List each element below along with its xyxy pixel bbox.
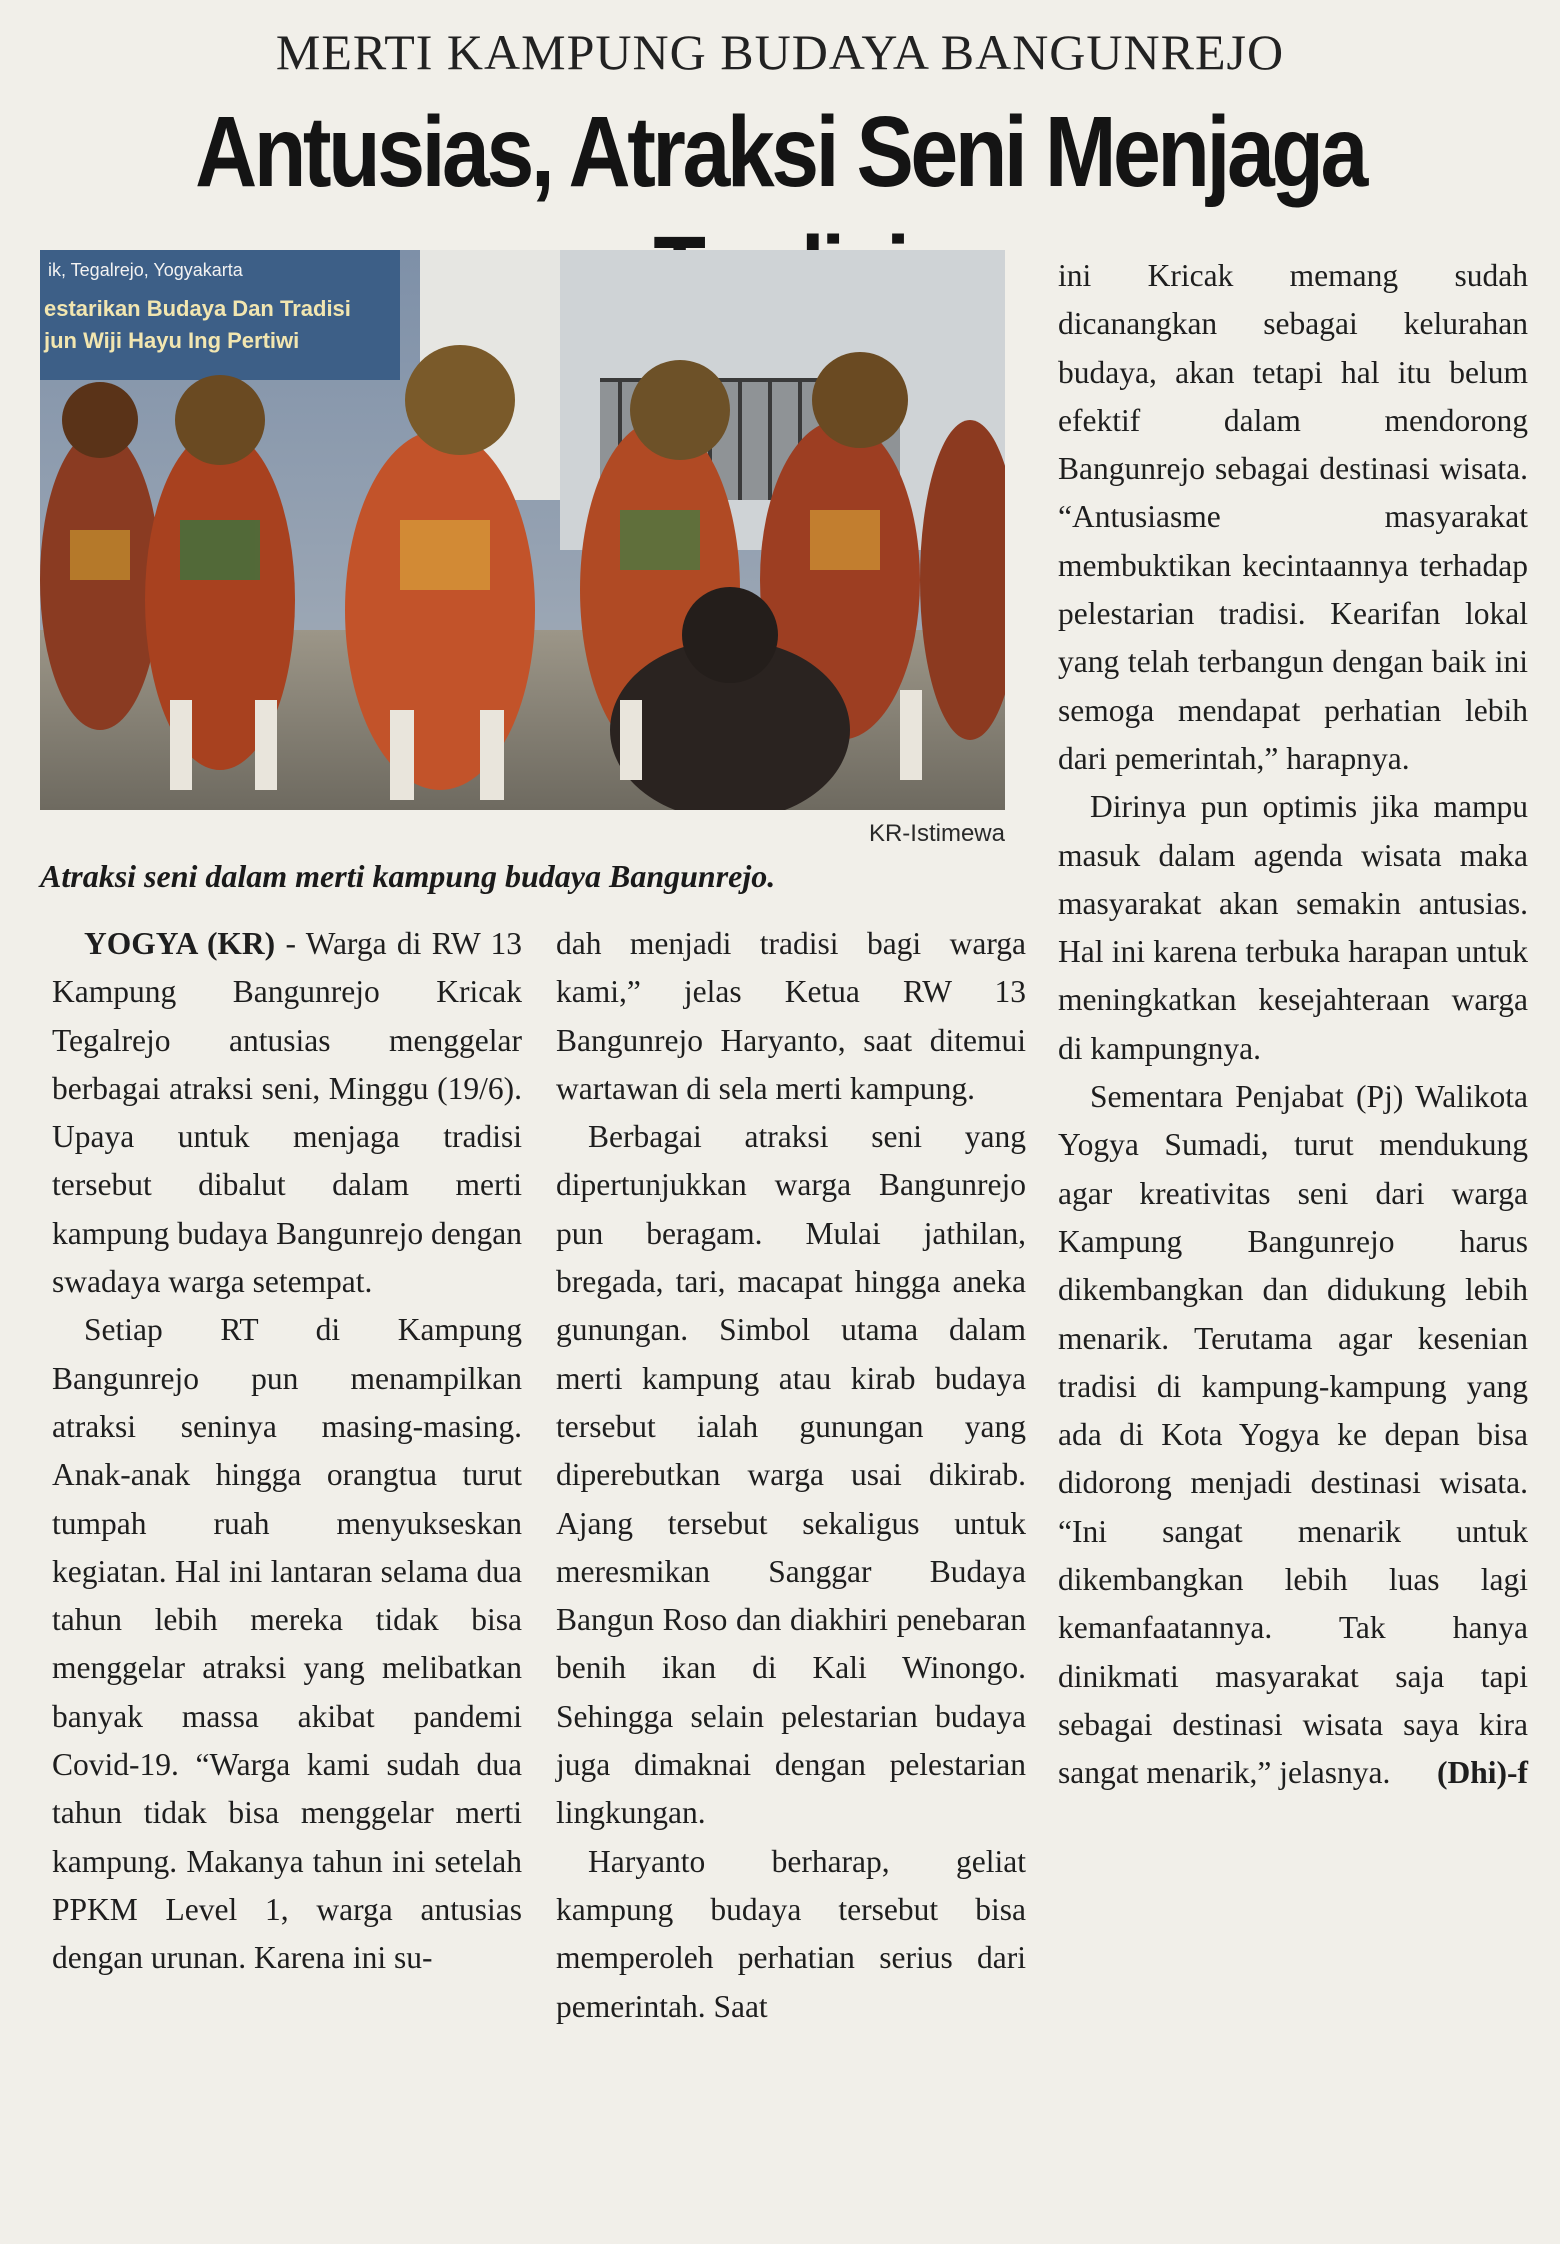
banner-text-line: estarikan Budaya Dan Tradisi [44, 296, 351, 321]
article-column-1 [52, 920, 522, 1983]
paragraph: dah menjadi tradisi bagi warga kami,” jelas Ketua RW 13 Bangunrejo Haryanto, saat ditemui wartawan di sela merti kampung. [556, 926, 1026, 1106]
photo-credit: KR-Istimewa [868, 820, 1005, 847]
article-column-3 [1058, 252, 1528, 1798]
photo-caption: Atraksi seni dalam merti kampung budaya Bangunrejo. [40, 858, 776, 894]
paragraph: Setiap RT di Kampung Bangunrejo pun menampilkan atraksi seninya masing-masing. Anak-anak hingga orangtua turut tumpah ruah menyukseskan kegiatan. Hal ini lantaran selama dua tahun lebih mereka tidak bisa menggelar atraksi yang melibatkan banyak massa akibat pandemi Covid-19. “Warga kami sudah dua tahun tidak bisa menggelar merti kampung. Makanya tahun ini setelah PPKM Level 1, warga antusias dengan urunan. Karena ini su- [52, 1312, 522, 1976]
paragraph: ini Kricak memang sudah dicanangkan sebagai kelurahan budaya, akan tetapi hal itu belum efektif dalam mendorong Bangunrejo sebagai destinasi wisata. “Antusiasme masyarakat membuktikan kecintaannya terhadap pelestarian tradisi. Kearifan lokal yang telah terbangun dengan baik ini semoga mendapat perhatian lebih dari pemerintah,” harapnya. [1058, 258, 1528, 776]
author-signature: (Dhi)-f [1437, 1755, 1528, 1791]
paragraph-text: - Warga di RW 13 Kampung Bangunrejo Kricak Tegalrejo antusias menggelar berbagai atraksi seni, Minggu (19/6). Upaya untuk menjaga tradisi tersebut dibalut dalam merti kampung budaya Bangunrejo dengan swadaya warga setempat. [52, 926, 522, 1300]
banner-text-line: jun Wiji Hayu Ing Pertiwi [44, 328, 300, 353]
banner-text-line: ik, Tegalrejo, Yogyakarta [48, 260, 243, 280]
paragraph: Dirinya pun optimis jika mampu masuk dalam agenda wisata maka masyarakat akan semakin antusias. Hal ini karena terbuka harapan untuk meningkatkan kesejahteraan warga di kampungnya. [1058, 789, 1528, 1066]
article-headline: Antusias, Atraksi Seni Menjaga [195, 96, 1365, 208]
paragraph: Berbagai atraksi seni yang dipertunjukkan warga Bangunrejo pun beragam. Mulai jathilan, bregada, tari, macapat hingga aneka gunungan. Simbol utama dalam merti kampung atau kirab budaya tersebut ialah gunungan yang diperebutkan warga usai dikirab. Ajang tersebut sekaligus untuk meresmikan Sanggar Budaya Bangun Roso dan diakhiri penebaran benih ikan di Kali Winongo. Sehingga selain pelestarian budaya juga dimaknai dengan pelestarian lingkungan. [556, 1119, 1026, 1831]
paragraph: Haryanto berharap, geliat kampung budaya tersebut bisa memperoleh perhatian serius dari pemerintah. Saat [556, 1843, 1026, 2024]
article-column-2 [556, 920, 1026, 2031]
paragraph [52, 920, 522, 1306]
paragraph-text: Sementara Penjabat (Pj) Walikota Yogya Sumadi, turut mendukung agar kreativitas seni dari warga Kampung Bangunrejo harus dikembangkan dan didukung lebih menarik. Terutama agar kesenian tradisi di kampung-kampung yang ada di Kota Yogya ke depan bisa didorong menjadi destinasi wisata. “Ini sangat menarik untuk dikembangkan lebih luas lagi kemanfaatannya. Tak hanya dinikmati masyarakat saja tapi sebagai destinasi wisata saya kira sangat menarik,” jelasnya. [1058, 1079, 1528, 1791]
article-photo [40, 250, 1005, 810]
paragraph [1058, 1073, 1528, 1797]
article-kicker: MERTI KAMPUNG BUDAYA BANGUNREJO [275, 24, 1285, 80]
dateline: YOGYA (KR) [84, 926, 276, 961]
